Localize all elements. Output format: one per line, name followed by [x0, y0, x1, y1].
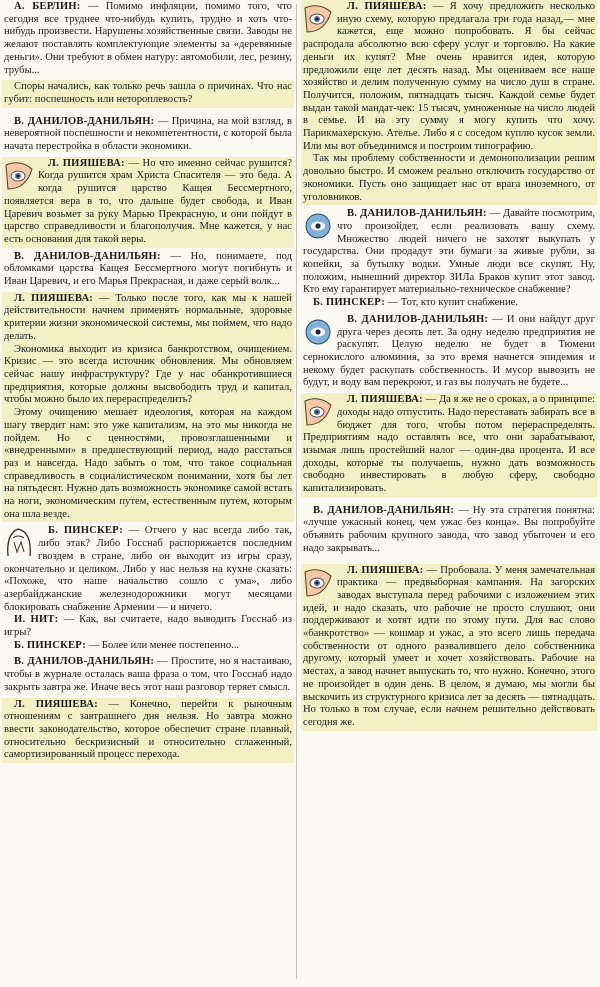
remark-text: — Как, вы считаете, надо выводить Госснаб из игры? [4, 614, 293, 639]
speaker-label: Л. ПИЯШЕВА: [14, 292, 94, 304]
remark-text: Споры начались, как только речь зашла о причинах. Что нас губит: поспешность или нетороплевость? [4, 81, 292, 105]
remark-text: — Отчего у нас всегда либо так, либо этак? Либо Госснаб распоряжается последним гвоздем в стране, либо он выходит из игры сразу, окончательно и целиком. Либо у нас нельзя на кухне сказать: «Похоже, что наше начальство сошло с ума», либо азербайджанские железнодорожники могут месяцами блокировать снабжение Армении — и ничего. [4, 525, 292, 613]
remark-piyasheva-2 [2, 292, 294, 523]
remark-danilov-2 [2, 250, 294, 290]
left-column [2, 0, 294, 987]
speaker-label: Л. ПИЯШЕВА: [347, 1, 427, 12]
eye-icon [303, 395, 333, 429]
speaker-label: И. НИТ: [14, 614, 59, 626]
speaker-label: Б. ПИНСКЕР: [14, 639, 87, 651]
remark-text: — Но, понимаете, под обломками царства Кащея Бессмертного могут погибнуть и Иван Царевич, и его Марья Прекрасная, и даже серый волк... [4, 250, 292, 288]
speaker-label: В. ДАНИЛОВ-ДАНИЛЬЯН: [14, 250, 161, 262]
remark-piyasheva-6 [301, 564, 597, 731]
remark-text: — Но что именно сейчас рушится? Когда рушится храм Христа Спасителя — это беда. А когда рушится царство Кащея Бессмертного, появляется вера в то, что дальше будет свобода, и Иван Царевич возьмет за руку Марью Прекрасную, и они пойдут в царство справедливости и благополучия. Мне кажется, у нас есть основания для такой веры. [4, 157, 292, 245]
remark-text: — Более или менее постепенно... [88, 639, 240, 651]
editorial-question [2, 80, 294, 107]
face-icon [4, 526, 34, 560]
eye-icon [303, 566, 333, 600]
remark-piyasheva-1 [2, 157, 294, 248]
speaker-label: В. ДАНИЛОВ-ДАНИЛЬЯН: [14, 115, 155, 127]
speaker-label: Л. ПИЯШЕВА: [347, 564, 424, 576]
remark-text: — Только после того, как мы к нашей действительности начнем применять нормальные, здоровые критерии жизни экономической системы, мы поймем, что надо делать. [4, 292, 292, 342]
remark-text: — И они найдут друг друга через десять лет. За одну неделю предприятия не раскупят. Целую неделю не будет в Тюмени сернокислого алюминия, за это время начнется эпидемия и некому будет раскупать собственность. И мусор вывозить не будут, и воду вам перекроют, и газ вы получать не будете... [303, 313, 595, 389]
remark-danilov-6 [301, 504, 597, 557]
remark-text: — Пробовала. У меня замечательная практика — предвыборная кампания. На загорских заводах выступала перед рабочими с изложением этих идей, и надо сказать, что рабочие не просто слушают, они поддерживают и хотят идти по этому пути. Для вас слово «банкротство» — кошмар и ужас, а это всего лишь передача собственности от одного развалившего дело собственника другому, который умеет и хочет хозяйствовать. Рабочие на местах, а завод начнет выпускать то, что нужно. Конечно, этого не произойдет в один день. В целом, я думаю, мы могли бы выскочить из структурного кризиса лет за десять — пятнадцать. Но только в том случае, если начнем решительно действовать сегодня же. [303, 564, 595, 728]
remark-text: — Давайте посмотрим, что произойдет, если реализовать вашу схему. Множество людей ничего не захотят выкупать у государства. Они продадут эти бумаги за живые рубли, за копейки, за бутылку водки. Умные люди все скупят. Ну, положим, нынешний директор ЗИЛа Браков купит этот завод. Кто ему гарантирует материально-техническое снабжение? [303, 208, 595, 296]
remark-piyasheva-5 [301, 393, 597, 497]
remark-text: — Ну эта стратегия понятна: «лучше ужасный конец, чем ужас без конца». Вы попробуйте объявить рабочим крупного завода, что завод убыточен и его надо закрывать... [303, 504, 595, 554]
remark-piyasheva-4 [301, 0, 597, 205]
remark-text: — Да я же не о сроках, а о принципе: доходы надо отпустить. Надо переставать забирать все в бюджет для того, чтобы потом перераспределять. Предприятиям надо оставлять все, что они зарабатывают, изымая лишь простейший налог — один-два процента. И все доходы, которые ты получаешь, нужно дать возможность свободно инвестировать в любую сферу, свободно капитализировать. [303, 394, 595, 495]
remark-paragraph: Так мы проблему собственности и демонополизации решим довольно быстро. И сможем реально отключить государство от экономики. Пусть оно защищает нас от врага иноземного, от уголовников. [303, 153, 595, 203]
remark-text: — Помимо инфляции, помимо того, что сегодня все труднее что-нибудь купить, трудно и хоть что-нибудь произвести. Нарушены хозяйственные связи. Заводы не желают поставлять комплектующие элементы за «деревянные деньги». Они требуют в обмен натуру: автомобили, лес, резину, трубы... [4, 1, 292, 76]
globe-eye-icon [303, 315, 333, 349]
speaker-label: Б. ПИНСКЕР: [313, 297, 386, 309]
remark-danilov-4 [301, 207, 597, 311]
remark-danilov-5 [301, 313, 597, 391]
speaker-label: А. БЕРЛИН: [14, 1, 81, 12]
speaker-label: Б. ПИНСКЕР: [48, 525, 123, 537]
right-column [301, 0, 597, 987]
globe-eye-icon [303, 209, 333, 243]
remark-paragraph: Этому очищению мешает идеология, которая на каждом шагу твердит нам: это уже капитализм, на это мы никогда не пойдем. Но с ценностями, провозглашенными и «внедренными» в предшествующий период, надо расстаться раз и навсегда. Надо забыть о том, что такое социальная справедливость в социалистическом понимании, хотя бы лет на пятьдесят. Нужно дать возможность экономике самой встать на ноги, экономическим путем, естественным путем, которым она шла везде. [4, 407, 292, 520]
remark-pinsker-1 [2, 524, 294, 653]
remark-text: — Причина, на мой взгляд, в невероятной поспешности и некомпетентности, с которой была начата перестройка в области экономики. [4, 115, 292, 153]
remark-danilov-1 [2, 115, 294, 155]
remark-text: — Конечно, перейти к рыночным отношениям с завтрашнего дня нельзя. Но завтра можно ввести законодательство, которое обеспечит стране плавный, относительно бескризисный и относительно сглаженный, самортизированный процесс перехода. [4, 698, 292, 761]
speaker-label: Л. ПИЯШЕВА: [14, 698, 98, 710]
speaker-label: В. ДАНИЛОВ-ДАНИЛЬЯН: [347, 208, 487, 220]
eye-icon [4, 159, 34, 193]
speaker-label: В. ДАНИЛОВ-ДАНИЛЬЯН: [14, 656, 155, 668]
column-divider [296, 4, 297, 979]
speaker-label: В. ДАНИЛОВ-ДАНИЛЬЯН: [313, 504, 455, 516]
remark-piyasheva-3 [2, 698, 294, 764]
remark-danilov-3 [2, 655, 294, 695]
eye-icon [303, 2, 333, 36]
speaker-label: Л. ПИЯШЕВА: [48, 157, 125, 169]
remark-text: — Я хочу предложить несколько иную схему, которую предлагала три года назад,— мне кажется, еще можно попробовать. Я бы сейчас распродала абсолютно всю сферу услуг и торговлю. На какие деньги их купят? Мне очень нравится идея, которую предложили еще лет десять назад. Мы оцениваем все наше хозяйство и делим полученную сумму на число душ в стране. Получится, положим, пятнадцать тысяч. Каждой семье будет выдан такой мандат-чек: 15 тысяч, умноженные на число людей в семье. И на эту сумму я могу купить что хочу. Парикмахерскую. Ателье. Либо я с соседом куплю кусок земли. Или мы вот объединимся и построим типографию. [303, 1, 595, 152]
remark-berlin [2, 0, 294, 78]
remark-text: — Простите, но я настаиваю, чтобы в журнале осталась ваша фраза о том, что Госснаб надо закрыть завтра же. Иначе весь этот наш разговор теряет смысл. [4, 656, 292, 693]
speaker-label: В. ДАНИЛОВ-ДАНИЛЬЯН: [347, 313, 489, 325]
speaker-label: Л. ПИЯШЕВА: [347, 394, 423, 406]
remark-paragraph: Экономика выходит из кризиса банкротством, очищением. Кризис — это всегда источник обновления. Мы обновляем сейчас нашу инфраструктуру? Где у нас обанкротившиеся предприятия, которые должны высвободить труд и капитал, чтобы можно было их перераспределить? [4, 343, 292, 406]
remark-text: — Тот, кто купит снабжение. [387, 297, 518, 309]
